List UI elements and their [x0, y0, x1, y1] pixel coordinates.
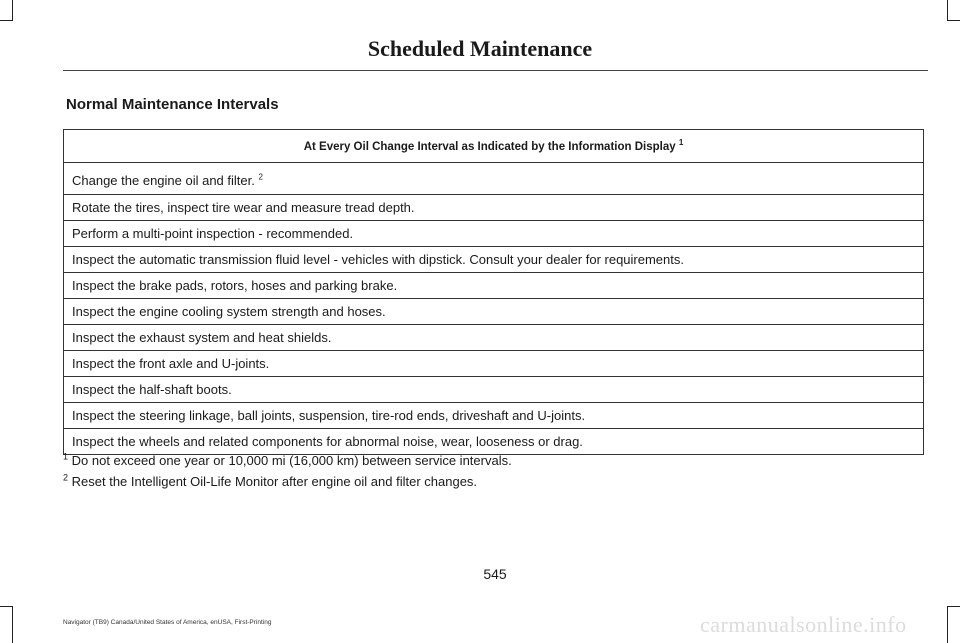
- crop-mark-bottom-right-v: [947, 606, 948, 643]
- footnote-text: Reset the Intelligent Oil-Life Monitor after engine oil and filter changes.: [71, 474, 478, 489]
- table-cell: Inspect the wheels and related components for abnormal noise, wear, looseness or drag.: [72, 434, 583, 449]
- table-row: [64, 194, 923, 220]
- crop-mark-bottom-left-v: [12, 606, 13, 643]
- table-row: [64, 272, 923, 298]
- crop-mark-top-left-h: [0, 20, 13, 21]
- table-cell: Inspect the engine cooling system strength and hoses.: [72, 304, 386, 319]
- crop-mark-bottom-right-h: [947, 606, 960, 607]
- table-row: [64, 402, 923, 428]
- table-header: [64, 130, 923, 162]
- title-divider: [63, 70, 928, 71]
- table-cell: Perform a multi-point inspection - recommended.: [72, 226, 354, 241]
- table-cell: Rotate the tires, inspect tire wear and measure tread depth.: [72, 200, 415, 215]
- crop-mark-bottom-left-h: [0, 606, 13, 607]
- table-row: [64, 246, 923, 272]
- footnote-ref: 2: [258, 172, 263, 182]
- watermark: carmanualsonline.info: [700, 612, 907, 637]
- table-cell: Inspect the automatic transmission fluid level - vehicles with dipstick. Consult your dealer for requirements.: [72, 252, 684, 267]
- table-row: [64, 162, 923, 194]
- table-row: [64, 376, 923, 402]
- section-heading: Normal Maintenance Intervals: [66, 96, 279, 113]
- footnote-mark: 2: [63, 472, 69, 483]
- table-cell: Inspect the exhaust system and heat shields.: [72, 330, 332, 345]
- page-number: 545: [483, 566, 507, 582]
- table-row: [64, 298, 923, 324]
- table-cell: Inspect the brake pads, rotors, hoses and parking brake.: [72, 278, 398, 293]
- maintenance-table: [63, 129, 924, 455]
- table-cell: Change the engine oil and filter.: [72, 173, 255, 188]
- crop-mark-top-left-v: [12, 0, 13, 20]
- footnote: [63, 471, 512, 492]
- table-cell: Inspect the front axle and U-joints.: [72, 356, 270, 371]
- publication-footer: Navigator (TB9) Canada/United States of America, enUSA, First-Printing: [63, 619, 272, 626]
- footnote-text: Do not exceed one year or 10,000 mi (16,000 km) between service intervals.: [71, 453, 512, 468]
- table-row: [64, 350, 923, 376]
- crop-mark-top-right-h: [947, 20, 960, 21]
- table-row: [64, 324, 923, 350]
- footnotes: [63, 450, 512, 492]
- footnote-mark: 1: [63, 451, 69, 462]
- footnote-ref: 1: [678, 138, 684, 148]
- table-header-text: At Every Oil Change Interval as Indicated by the Information Display: [303, 141, 676, 153]
- table-row: [64, 220, 923, 246]
- page-title: Scheduled Maintenance: [367, 36, 593, 61]
- table-cell: Inspect the half-shaft boots.: [72, 382, 232, 397]
- crop-mark-top-right-v: [947, 0, 948, 20]
- table-cell: Inspect the steering linkage, ball joints, suspension, tire-rod ends, driveshaft and U-joints.: [72, 408, 586, 423]
- footnote: [63, 450, 512, 471]
